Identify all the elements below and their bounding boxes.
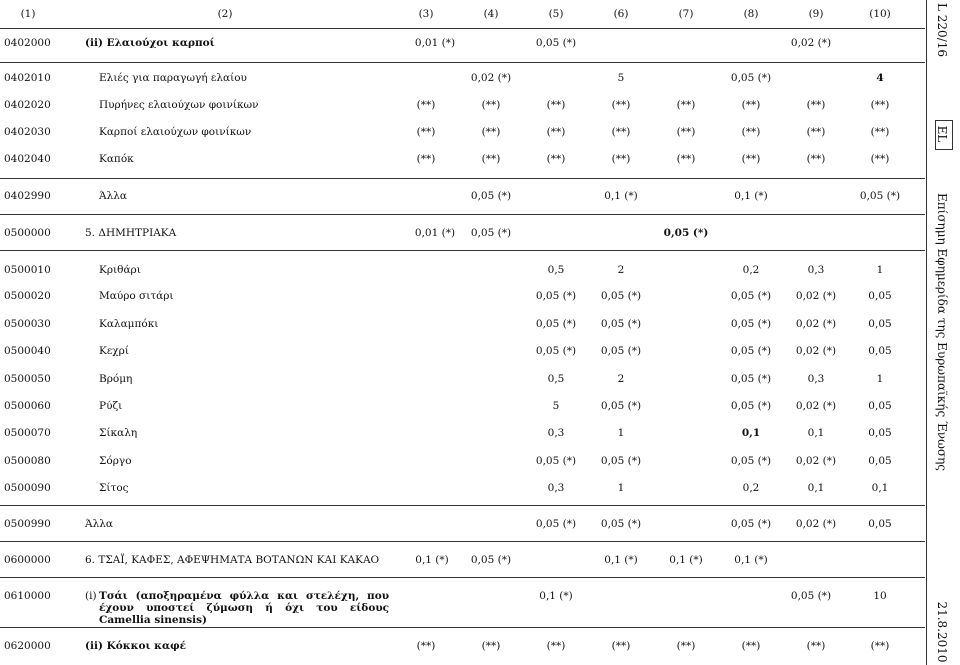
row-desc: Μαύρο σιτάρι [99, 290, 174, 302]
cell: 0,02 (*) [795, 318, 837, 330]
cell: (**) [806, 126, 826, 138]
row-desc: Κεχρί [99, 345, 129, 357]
cell: (**) [870, 640, 890, 652]
row-code: 0600000 [4, 554, 51, 566]
row-desc: (ii) Ελαιούχοι καρποί [85, 37, 215, 49]
row-code: 0500020 [4, 290, 51, 302]
row-desc: Άλλα [85, 518, 113, 530]
cell: 0,05 (*) [535, 345, 577, 357]
row-code: 0500080 [4, 455, 51, 467]
row-code: 0402020 [4, 99, 51, 111]
cell: 0,05 (*) [535, 318, 577, 330]
cell: 0,05 (*) [600, 400, 642, 412]
row-desc: Ρύζι [99, 400, 123, 412]
cell: 0,05 (*) [730, 373, 772, 385]
table-row [0, 250, 925, 276]
row-code: 0500000 [4, 227, 51, 239]
cell: 0,1 (*) [669, 554, 703, 566]
cell: 0,05 (*) [730, 400, 772, 412]
header-col-9: (9) [808, 8, 824, 20]
row-code: 0620000 [4, 640, 51, 652]
cell: 0,02 (*) [790, 37, 832, 49]
journal-title: Επίσημη Εφημερίδα της Ευρωπαϊκής Ένωσης [935, 193, 949, 471]
table-row [0, 62, 925, 86]
cell: (**) [676, 99, 696, 111]
row-code: 0402040 [4, 153, 51, 165]
cell: 0,05 (*) [730, 72, 772, 84]
cell: 0,1 (*) [734, 554, 768, 566]
cell: 4 [876, 72, 884, 84]
cell: 0,05 (*) [470, 554, 512, 566]
cell: (**) [676, 153, 696, 165]
row-desc: Σόργο [99, 455, 132, 467]
table-row [0, 178, 925, 202]
cell: (**) [546, 640, 566, 652]
row-desc: Σίτος [99, 482, 129, 494]
page-reference: L 220/16 [935, 3, 949, 57]
cell: (**) [481, 99, 501, 111]
header-col-10: (10) [869, 8, 891, 20]
cell: 0,05 (*) [535, 455, 577, 467]
row-desc: Τσάι (αποξηραμένα φύλλα και στελέχη, που έχουν υποστεί ζύμωση ή όχι του είδους Camellia sinensis) [99, 590, 389, 626]
row-desc: 6. ΤΣΑΪ, ΚΑΦΕΣ, ΑΦΕΨΗΜΑΤΑ ΒΟΤΑΝΩΝ ΚΑΙ ΚΑΚΑΟ [85, 554, 380, 566]
row-desc: Σίκαλη [99, 427, 138, 439]
cell: 0,05 (*) [730, 290, 772, 302]
cell: 0,02 (*) [795, 290, 837, 302]
cell: (**) [416, 640, 436, 652]
cell: 0,05 [868, 400, 892, 412]
header-col-4: (4) [483, 8, 499, 20]
cell: 0,05 (*) [730, 318, 772, 330]
table-row [0, 214, 925, 239]
cell: (**) [611, 99, 631, 111]
cell: 0,05 (*) [663, 227, 709, 239]
row-code: 0402010 [4, 72, 51, 84]
row-desc: Άλλα [99, 190, 127, 202]
row-code: 0500050 [4, 373, 51, 385]
publication-date: 21.8.2010 [935, 601, 949, 663]
cell: 0,05 (*) [600, 318, 642, 330]
cell: 0,05 [868, 455, 892, 467]
cell: 0,2 [742, 482, 760, 494]
cell: 0,05 (*) [600, 455, 642, 467]
margin-divider [926, 0, 927, 665]
cell: 0,02 (*) [470, 72, 512, 84]
cell: 2 [617, 264, 625, 276]
cell: 0,1 [807, 482, 825, 494]
row-desc: Ελιές για παραγωγή ελαίου [99, 72, 247, 84]
cell: (**) [546, 153, 566, 165]
cell: (**) [741, 640, 761, 652]
cell: 0,5 [547, 264, 565, 276]
header-col-1: (1) [20, 8, 36, 20]
row-desc: Καλαμπόκι [99, 318, 159, 330]
row-code: 0500090 [4, 482, 51, 494]
cell: 0,05 [868, 290, 892, 302]
row-desc: Βρόμη [99, 373, 133, 385]
row-desc: 5. ΔΗΜΗΤΡΙΑΚΑ [85, 227, 177, 239]
cell: 0,02 (*) [795, 345, 837, 357]
cell: 0,05 [868, 318, 892, 330]
cell: 0,5 [547, 373, 565, 385]
cell: (**) [416, 126, 436, 138]
cell: (**) [546, 126, 566, 138]
cell: (**) [481, 153, 501, 165]
cell: (**) [416, 99, 436, 111]
cell: 0,1 (*) [604, 190, 638, 202]
header-col-3: (3) [418, 8, 434, 20]
cell: 0,05 (*) [730, 345, 772, 357]
cell: 10 [873, 590, 887, 602]
cell: 0,02 (*) [795, 455, 837, 467]
cell: 0,1 (*) [415, 554, 449, 566]
cell: 2 [617, 373, 625, 385]
row-desc-prefix: (i) [85, 590, 97, 602]
cell: 0,02 (*) [795, 518, 837, 530]
row-code: 0402000 [4, 37, 51, 49]
cell: (**) [870, 99, 890, 111]
cell: 0,05 (*) [600, 518, 642, 530]
cell: 5 [617, 72, 625, 84]
row-code: 0500030 [4, 318, 51, 330]
cell: 5 [552, 400, 560, 412]
header-col-8: (8) [743, 8, 759, 20]
table-row [0, 541, 925, 566]
cell: 0,1 (*) [604, 554, 638, 566]
table-row [0, 627, 925, 652]
cell: 1 [617, 427, 625, 439]
row-desc: Πυρήνες ελαιούχων φοινίκων [99, 99, 259, 111]
row-desc: Κριθάρι [99, 264, 141, 276]
cell: 0,05 (*) [790, 590, 832, 602]
cell: (**) [481, 126, 501, 138]
cell: (**) [741, 153, 761, 165]
row-code: 0402990 [4, 190, 51, 202]
cell: 0,1 (*) [539, 590, 573, 602]
cell: 0,1 [807, 427, 825, 439]
row-code: 0610000 [4, 590, 51, 602]
cell: 0,1 (*) [734, 190, 768, 202]
cell: 0,05 (*) [600, 345, 642, 357]
language-code: EL [935, 125, 949, 143]
cell: (**) [741, 126, 761, 138]
cell: 0,3 [807, 373, 825, 385]
cell: 0,05 (*) [470, 227, 512, 239]
cell: (**) [806, 640, 826, 652]
cell: (**) [806, 99, 826, 111]
cell: 0,05 (*) [600, 290, 642, 302]
cell: 0,1 [741, 427, 761, 439]
row-code: 0500070 [4, 427, 51, 439]
cell: 0,05 [868, 427, 892, 439]
cell: 0,1 [871, 482, 889, 494]
cell: (**) [870, 126, 890, 138]
cell: (**) [481, 640, 501, 652]
cell: 1 [617, 482, 625, 494]
cell: 0,02 (*) [795, 400, 837, 412]
table-row [0, 577, 925, 626]
row-desc: Καρποί ελαιούχων φοινίκων [99, 126, 252, 138]
cell: 0,05 (*) [470, 190, 512, 202]
table-header [0, 0, 925, 29]
row-desc: (ii) Κόκκοι καφέ [85, 640, 187, 652]
cell: 0,05 (*) [859, 190, 901, 202]
cell: 0,05 (*) [730, 518, 772, 530]
cell: 0,3 [807, 264, 825, 276]
row-code: 0500060 [4, 400, 51, 412]
cell: (**) [806, 153, 826, 165]
row-code: 0500010 [4, 264, 51, 276]
cell: 0,05 (*) [535, 518, 577, 530]
cell: 1 [876, 373, 884, 385]
cell: 1 [876, 264, 884, 276]
cell: 0,01 (*) [414, 227, 456, 239]
cell: 0,05 [868, 518, 892, 530]
cell: (**) [611, 126, 631, 138]
cell: 0,05 (*) [730, 455, 772, 467]
cell: (**) [741, 99, 761, 111]
header-col-6: (6) [613, 8, 629, 20]
cell: (**) [546, 99, 566, 111]
cell: 0,2 [742, 264, 760, 276]
row-desc: Καπόκ [99, 153, 134, 165]
cell: (**) [611, 640, 631, 652]
header-col-2: (2) [217, 8, 233, 20]
row-code: 0402030 [4, 126, 51, 138]
row-code: 0500040 [4, 345, 51, 357]
cell: 0,05 (*) [535, 290, 577, 302]
cell: (**) [416, 153, 436, 165]
cell: (**) [870, 153, 890, 165]
cell: 0,3 [547, 482, 565, 494]
row-code: 0500990 [4, 518, 51, 530]
cell: 0,01 (*) [414, 37, 456, 49]
cell: 0,05 [868, 345, 892, 357]
cell: (**) [676, 126, 696, 138]
header-col-7: (7) [678, 8, 694, 20]
cell: (**) [676, 640, 696, 652]
table-row [0, 505, 925, 530]
header-col-5: (5) [548, 8, 564, 20]
cell: 0,3 [547, 427, 565, 439]
cell: (**) [611, 153, 631, 165]
cell: 0,05 (*) [535, 37, 577, 49]
